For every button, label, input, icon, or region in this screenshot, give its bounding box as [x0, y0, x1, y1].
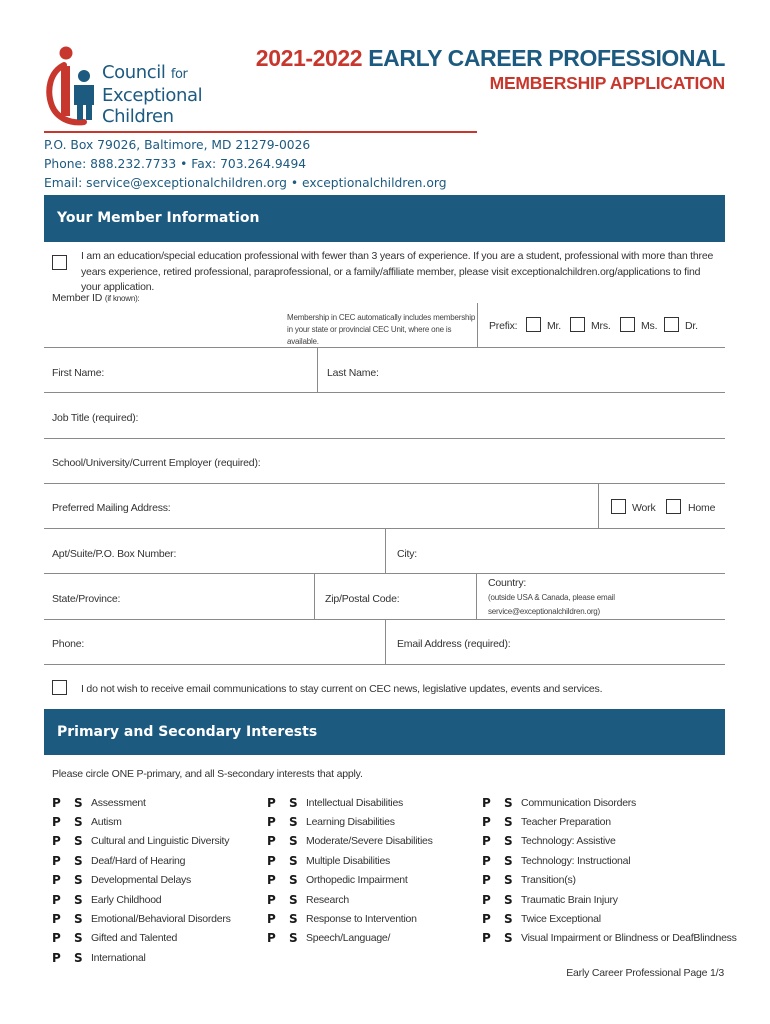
secondary-option[interactable]: S [504, 795, 513, 810]
member-id-label-wrap [52, 292, 140, 304]
form-subtitle: MEMBERSHIP APPLICATION [489, 73, 725, 93]
secondary-option[interactable]: S [504, 892, 513, 907]
interest-label: Traumatic Brain Injury [521, 893, 618, 906]
primary-option[interactable]: P [52, 950, 61, 965]
logo-word-council: Council [102, 62, 166, 83]
address-work-checkbox[interactable] [611, 499, 626, 514]
secondary-option[interactable]: S [289, 814, 298, 829]
primary-option[interactable]: P [482, 911, 491, 926]
zip-label: Zip/Postal Code: [325, 593, 400, 605]
interest-label: Twice Exceptional [521, 912, 601, 925]
secondary-option[interactable]: S [74, 853, 83, 868]
interest-row [52, 871, 191, 890]
interest-row [52, 948, 146, 967]
secondary-option[interactable]: S [74, 834, 83, 849]
prefix-label: Prefix: [489, 320, 518, 332]
secondary-option[interactable]: S [74, 950, 83, 965]
interest-label: Technology: Assistive [521, 835, 616, 848]
job-title-label: Job Title (required): [52, 412, 139, 424]
member-info-heading-text: Your Member Information [57, 210, 260, 226]
divider [477, 303, 478, 347]
prefix-mrs-label: Mrs. [591, 320, 611, 332]
interest-row [267, 871, 408, 890]
divider [385, 528, 386, 573]
interests-heading [44, 709, 725, 755]
last-name-input[interactable] [380, 352, 720, 392]
first-name-label: First Name: [52, 367, 105, 379]
interest-label: Gifted and Talented [91, 932, 178, 945]
interest-label: Assessment [91, 796, 146, 809]
address-home-checkbox[interactable] [666, 499, 681, 514]
state-input[interactable] [120, 578, 310, 619]
secondary-option[interactable]: S [289, 795, 298, 810]
job-title-input[interactable] [140, 397, 720, 437]
divider [44, 573, 725, 574]
interest-label: International [91, 951, 146, 964]
form-title [256, 45, 725, 72]
interest-label: Visual Impairment or Blindness or DeafBlindness [521, 932, 737, 945]
primary-option[interactable]: P [52, 873, 61, 888]
interest-label: Autism [91, 815, 122, 828]
primary-option[interactable]: P [267, 873, 276, 888]
primary-option[interactable]: P [52, 911, 61, 926]
interest-label: Technology: Instructional [521, 854, 631, 867]
interest-label: Speech/Language/ [306, 932, 391, 945]
interest-label: Moderate/Severe Disabilities [306, 835, 433, 848]
interest-label: Multiple Disabilities [306, 854, 391, 867]
interest-row [52, 909, 231, 928]
logo-word-children: Children [102, 106, 174, 127]
address-work-label: Work [632, 502, 656, 514]
secondary-option[interactable]: S [504, 873, 513, 888]
secondary-option[interactable]: S [504, 931, 513, 946]
interest-row [267, 793, 403, 812]
interest-label: Research [306, 893, 349, 906]
primary-option[interactable]: P [482, 873, 491, 888]
prefix-mr-checkbox[interactable] [526, 317, 541, 332]
interest-row [482, 871, 576, 890]
city-input[interactable] [425, 533, 720, 573]
secondary-option[interactable]: S [74, 931, 83, 946]
secondary-option[interactable]: S [74, 795, 83, 810]
apt-label: Apt/Suite/P.O. Box Number: [52, 548, 177, 560]
interest-label: Developmental Delays [91, 874, 192, 887]
primary-option[interactable]: P [267, 892, 276, 907]
state-label: State/Province: [52, 593, 121, 605]
divider [317, 347, 318, 392]
interest-label: Intellectual Disabilities [306, 796, 404, 809]
member-id-input[interactable] [150, 290, 280, 306]
secondary-option[interactable]: S [289, 892, 298, 907]
apt-input[interactable] [170, 533, 380, 573]
primary-option[interactable]: P [482, 931, 491, 946]
page-footer: Early Career Professional Page 1/3 [566, 967, 724, 979]
mailing-address: P.O. Box 79026, Baltimore, MD 21279-0026 [44, 138, 311, 152]
primary-option[interactable]: P [52, 892, 61, 907]
country-label: Country: [488, 577, 527, 589]
interest-row [267, 832, 433, 851]
interest-row [52, 929, 177, 948]
interest-row [52, 832, 229, 851]
email-input[interactable] [510, 624, 720, 664]
email-optout-checkbox[interactable] [52, 680, 67, 695]
secondary-option[interactable]: S [504, 853, 513, 868]
city-label: City: [397, 548, 418, 560]
interest-label: Orthopedic Impairment [306, 874, 408, 887]
unit-note: Membership in CEC automatically includes membership in your state or provincial CEC Unit, where one is available. [287, 313, 476, 346]
interest-row [482, 851, 630, 870]
interest-row [482, 929, 737, 948]
primary-option[interactable]: P [267, 795, 276, 810]
primary-option[interactable]: P [52, 931, 61, 946]
primary-option[interactable]: P [52, 814, 61, 829]
eligibility-text: I am an education/special education professional with fewer than 3 years of experience. If you are a student, professional with more than three years experience, retired professional, paraprofessional, or a family/affiliate member, please visit exceptionalchildren.org/applications to find your application. [81, 250, 714, 293]
primary-option[interactable]: P [482, 814, 491, 829]
primary-option[interactable]: P [52, 795, 61, 810]
member-info-heading [44, 195, 725, 242]
primary-option[interactable]: P [267, 834, 276, 849]
divider [44, 347, 725, 348]
prefix-mrs-checkbox[interactable] [570, 317, 585, 332]
mailing-address-label: Preferred Mailing Address: [52, 502, 171, 514]
interest-row [482, 890, 618, 909]
interest-label: Cultural and Linguistic Diversity [91, 835, 230, 848]
zip-input[interactable] [398, 578, 470, 619]
employer-input[interactable] [250, 443, 720, 483]
secondary-option[interactable]: S [74, 873, 83, 888]
interest-label: Deaf/Hard of Hearing [91, 854, 186, 867]
interest-label: Emotional/Behavioral Disorders [91, 912, 231, 925]
prefix-mr-label: Mr. [547, 320, 561, 332]
secondary-option[interactable]: S [74, 911, 83, 926]
interest-row [52, 793, 146, 812]
form-year: 2021-2022 [255, 45, 363, 71]
last-name-label: Last Name: [327, 367, 379, 379]
phone-label: Phone: [52, 638, 85, 650]
phone-input[interactable] [90, 624, 380, 664]
logo-word-for: for [170, 67, 188, 82]
secondary-option[interactable]: S [74, 892, 83, 907]
form-title-text: EARLY CAREER PROFESSIONAL [368, 45, 725, 71]
member-id-label: Member ID [52, 292, 103, 304]
secondary-option[interactable]: S [74, 814, 83, 829]
primary-option[interactable]: P [482, 892, 491, 907]
email-optout-text: I do not wish to receive email communications to stay current on CEC news, legislative updates, events and services. [81, 683, 603, 695]
prefix-dr-checkbox[interactable] [664, 317, 679, 332]
primary-option[interactable]: P [267, 931, 276, 946]
interest-row [482, 832, 616, 851]
email-label: Email Address (required): [397, 638, 511, 650]
divider [44, 438, 725, 439]
logo-word-exceptional: Exceptional [102, 85, 203, 106]
interest-row [482, 812, 611, 831]
interests-instructions: Please circle ONE P-primary, and all S-secondary interests that apply. [52, 768, 363, 780]
employer-label: School/University/Current Employer (required): [52, 457, 261, 469]
divider [44, 392, 725, 393]
interest-label: Teacher Preparation [521, 815, 611, 828]
prefix-ms-checkbox[interactable] [620, 317, 635, 332]
prefix-ms-label: Ms. [641, 320, 658, 332]
interest-label: Communication Disorders [521, 796, 637, 809]
eligibility-checkbox[interactable] [52, 255, 67, 270]
primary-option[interactable]: P [52, 834, 61, 849]
divider [44, 483, 725, 484]
primary-option[interactable]: P [52, 853, 61, 868]
secondary-option[interactable]: S [289, 873, 298, 888]
cec-logo [44, 44, 219, 126]
interest-label: Learning Disabilities [306, 815, 395, 828]
interest-label: Response to Intervention [306, 912, 417, 925]
primary-option[interactable]: P [482, 834, 491, 849]
divider [385, 619, 386, 664]
divider [314, 573, 315, 619]
country-note: (outside USA & Canada, please email service@exceptionalchildren.org) [488, 593, 615, 616]
interest-row [267, 909, 417, 928]
secondary-option[interactable]: S [504, 814, 513, 829]
secondary-option[interactable]: S [504, 834, 513, 849]
primary-option[interactable]: P [267, 911, 276, 926]
divider [476, 573, 477, 619]
member-id-note: (if known): [104, 294, 140, 303]
cec-logo-mark-icon [44, 44, 104, 126]
divider [598, 483, 599, 528]
prefix-dr-label: Dr. [685, 320, 698, 332]
interest-label: Transition(s) [521, 874, 576, 887]
secondary-option[interactable]: S [504, 911, 513, 926]
divider [44, 664, 725, 665]
interest-row [52, 851, 185, 870]
secondary-option[interactable]: S [289, 834, 298, 849]
primary-option[interactable]: P [267, 853, 276, 868]
interest-row [52, 812, 122, 831]
email-website: Email: service@exceptionalchildren.org • exceptionalchildren.org [44, 176, 447, 190]
primary-option[interactable]: P [482, 795, 491, 810]
interest-label: Early Childhood [91, 893, 162, 906]
mailing-address-input[interactable] [165, 488, 595, 528]
secondary-option[interactable]: S [289, 853, 298, 868]
secondary-option[interactable]: S [289, 931, 298, 946]
interest-row [482, 793, 636, 812]
secondary-option[interactable]: S [289, 911, 298, 926]
first-name-input[interactable] [110, 352, 315, 392]
interest-row [52, 890, 161, 909]
interest-row [267, 851, 390, 870]
interest-row [267, 812, 395, 831]
interests-heading-text: Primary and Secondary Interests [57, 724, 318, 740]
interest-row [267, 890, 349, 909]
phone-fax: Phone: 888.232.7733 • Fax: 703.264.9494 [44, 157, 307, 171]
address-home-label: Home [688, 502, 716, 514]
primary-option[interactable]: P [267, 814, 276, 829]
header-divider [44, 131, 477, 133]
country-input[interactable] [630, 578, 720, 619]
primary-option[interactable]: P [482, 853, 491, 868]
contact-block [44, 136, 447, 193]
interest-row [267, 929, 390, 948]
interest-row [482, 909, 601, 928]
